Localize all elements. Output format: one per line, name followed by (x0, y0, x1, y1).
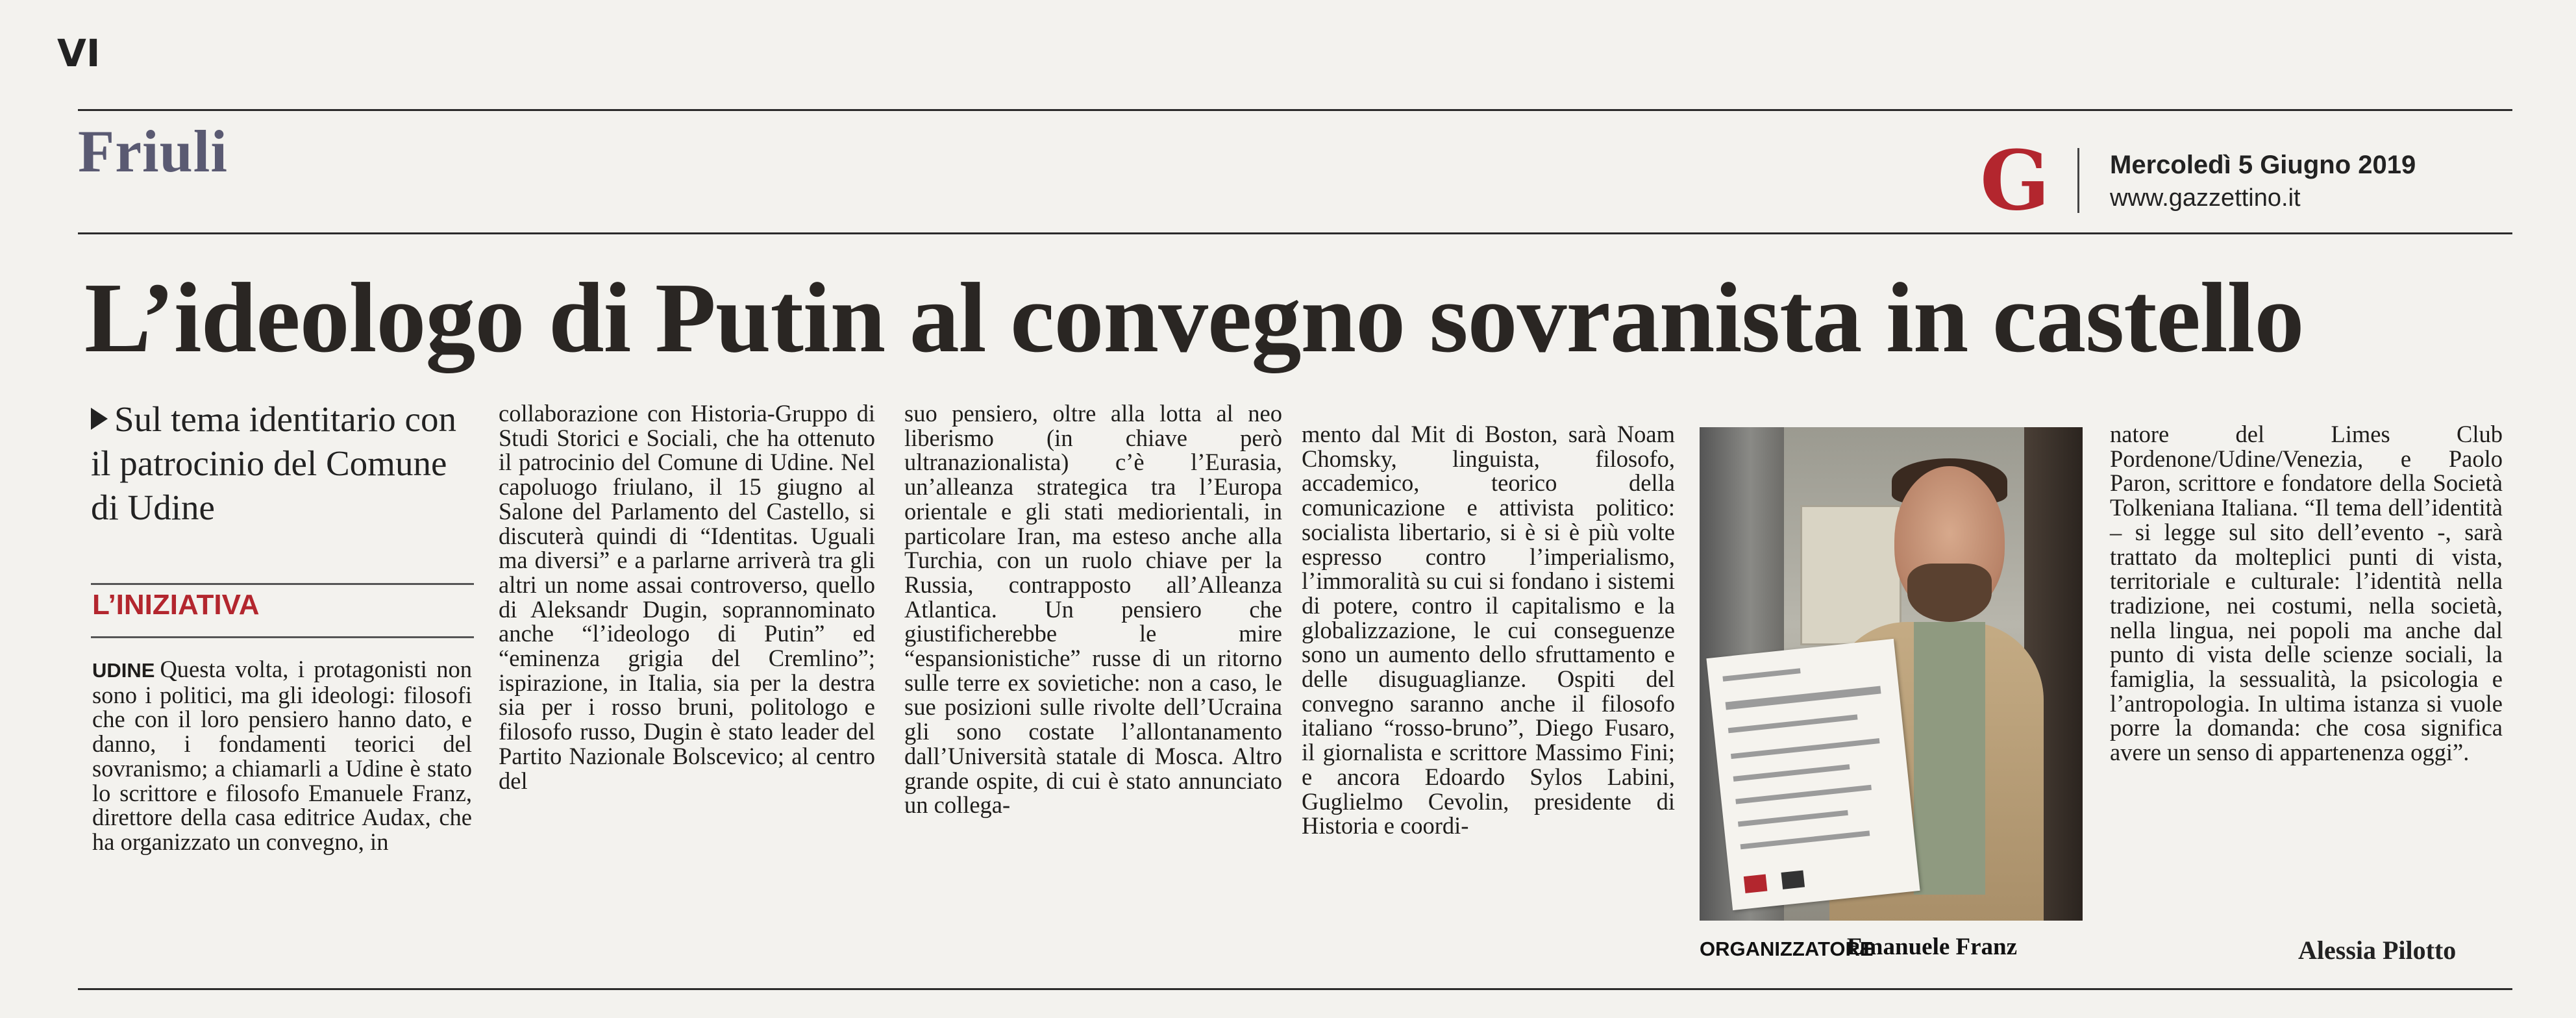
page-number: VI (57, 31, 101, 75)
kicker-bottom-rule (91, 636, 474, 638)
bottom-rule (78, 988, 2512, 990)
photo-beard (1907, 564, 1992, 622)
poster-line (1740, 830, 1870, 849)
dateline: UDINE (92, 659, 155, 682)
article-column-4: mento dal Mit di Boston, sarà Noam Chomsky, linguista, filosofo, accademico, teorico della comunicazione e attivista politico: socialista libertario, si è si è più volte espresso contro l’imperialismo, l’immoralità su cui si fondano i sistemi di potere, contro il capitalismo e la globalizzazione, le cui conseguenze sono un aumento dello sfruttamento e delle disuguaglianze. Ospiti del convegno saranno anche il filosofo italiano “rosso-bruno”, Diego Fusaro, il giornalista e scrittore Massimo Fini; e ancora Edoardo Sylos Labini, Guglielmo Cevolin, presidente di Historia e coordi- (1302, 421, 1675, 839)
issue-date: Mercoledì 5 Giugno 2019 (2110, 151, 2416, 179)
poster-line (1735, 785, 1872, 804)
summary-text: Sul tema identitario con il patrocinio del Comune di Udine (91, 399, 456, 527)
triangle-bullet-icon (91, 408, 108, 430)
photo-caption-label: ORGANIZZATORE (1700, 937, 1874, 960)
column-1-text: Questa volta, i protagonisti non sono i politici, ma gli ideologi: filosofi che con il loro pensiero hanno dato, e danno, i fondamenti teorici del sovranismo; a chiamarli a Udine è stato lo scrittore e filosofo Emanuele Franz, direttore della casa editrice Audax, che ha organizzato un convegno, in (92, 656, 472, 855)
website-link: www.gazzettino.it (2110, 184, 2301, 212)
article-column-3: suo pensiero, oltre alla lotta al neo liberismo (in chiave però ultranazionalista) c’è l’Eurasia, un’alleanza strategica tra l’Europa orientale e gli stati mediorientali, in particolare Iran, ma esteso anche alla Turchia, con un ruolo chiave per la Russia, contrapposto all’Alleanza Atlantica. Un pensiero che giustificherebbe le mire “espansionistiche” russe di un ritorno sulle terre ex sovietiche: non a caso, le sue posizioni sulle rivolte dell’Ucraina gli sono costate l’allontanamento dall’Università statale di Mosca. Altro grande ospite, di cui è stato annunciato un collega- (904, 400, 1282, 819)
byline: Alessia Pilotto (2298, 936, 2457, 965)
photo-shirt (1914, 622, 1985, 895)
article-summary (91, 397, 480, 530)
article-column-2: collaborazione con Historia-Gruppo di Studi Storici e Sociali, che ha ottenuto il patrocinio del Comune di Udine. Nel capoluogo friulano, il 15 giugno al Salone del Parlamento del Castello, si discuterà quindi di “Identitas. Uguali ma diversi” e a parlarne arriverà tra gli altri un nome assai controverso, quello di Aleksandr Dugin, soprannominato anche “l’ideologo di Putin” ed “eminenza grigia del Cremlino”; ispirazione, in Italia, sia per la destra sia per i rosso bruni, politologo e filosofo russo, Dugin è stato leader del Partito Nazionale Bolscevico; al centro del (499, 400, 875, 794)
kicker: L’INIZIATIVA (92, 589, 260, 621)
article-photo (1700, 427, 2083, 921)
poster-line (1726, 686, 1881, 710)
top-rule (78, 109, 2512, 111)
article-column-6: natore del Limes Club Pordenone/Udine/Venezia, e Paolo Paron, scrittore e fondatore della Società Tolkeniana Italiana. “Il tema dell’identità – si legge sul sito dell’evento -, sarà trattato da molteplici punti di vista, territoriale e culturale: l’identità nella tradizione, nei costumi, nella società, nella lingua, nei popoli ma anche dal punto di vista delle scienze sociali, la famiglia, la sessualità, la psicologia e l’antropologia. In ultima istanza si vuole porre la domanda: che cosa significa avere un senso di appartenenza oggi”. (2110, 421, 2503, 766)
poster-logo (1781, 870, 1805, 889)
poster-line (1728, 714, 1858, 733)
poster-line (1731, 738, 1880, 759)
poster-logo (1744, 875, 1768, 893)
poster-line (1722, 668, 1800, 681)
section-label: Friuli (78, 118, 228, 184)
kicker-top-rule (91, 583, 474, 585)
article-column-1 (92, 657, 472, 854)
poster-line (1733, 764, 1850, 782)
photo-event-poster (1706, 639, 1920, 910)
photo-caption-name: Emanuele Franz (1847, 934, 2018, 960)
headline: L’ideologo di Putin al convegno sovranista in castello (84, 263, 2304, 373)
masthead-rule (78, 232, 2512, 234)
masthead-divider (2077, 148, 2079, 213)
newspaper-logo: G (1980, 132, 2050, 229)
poster-line (1738, 810, 1848, 827)
